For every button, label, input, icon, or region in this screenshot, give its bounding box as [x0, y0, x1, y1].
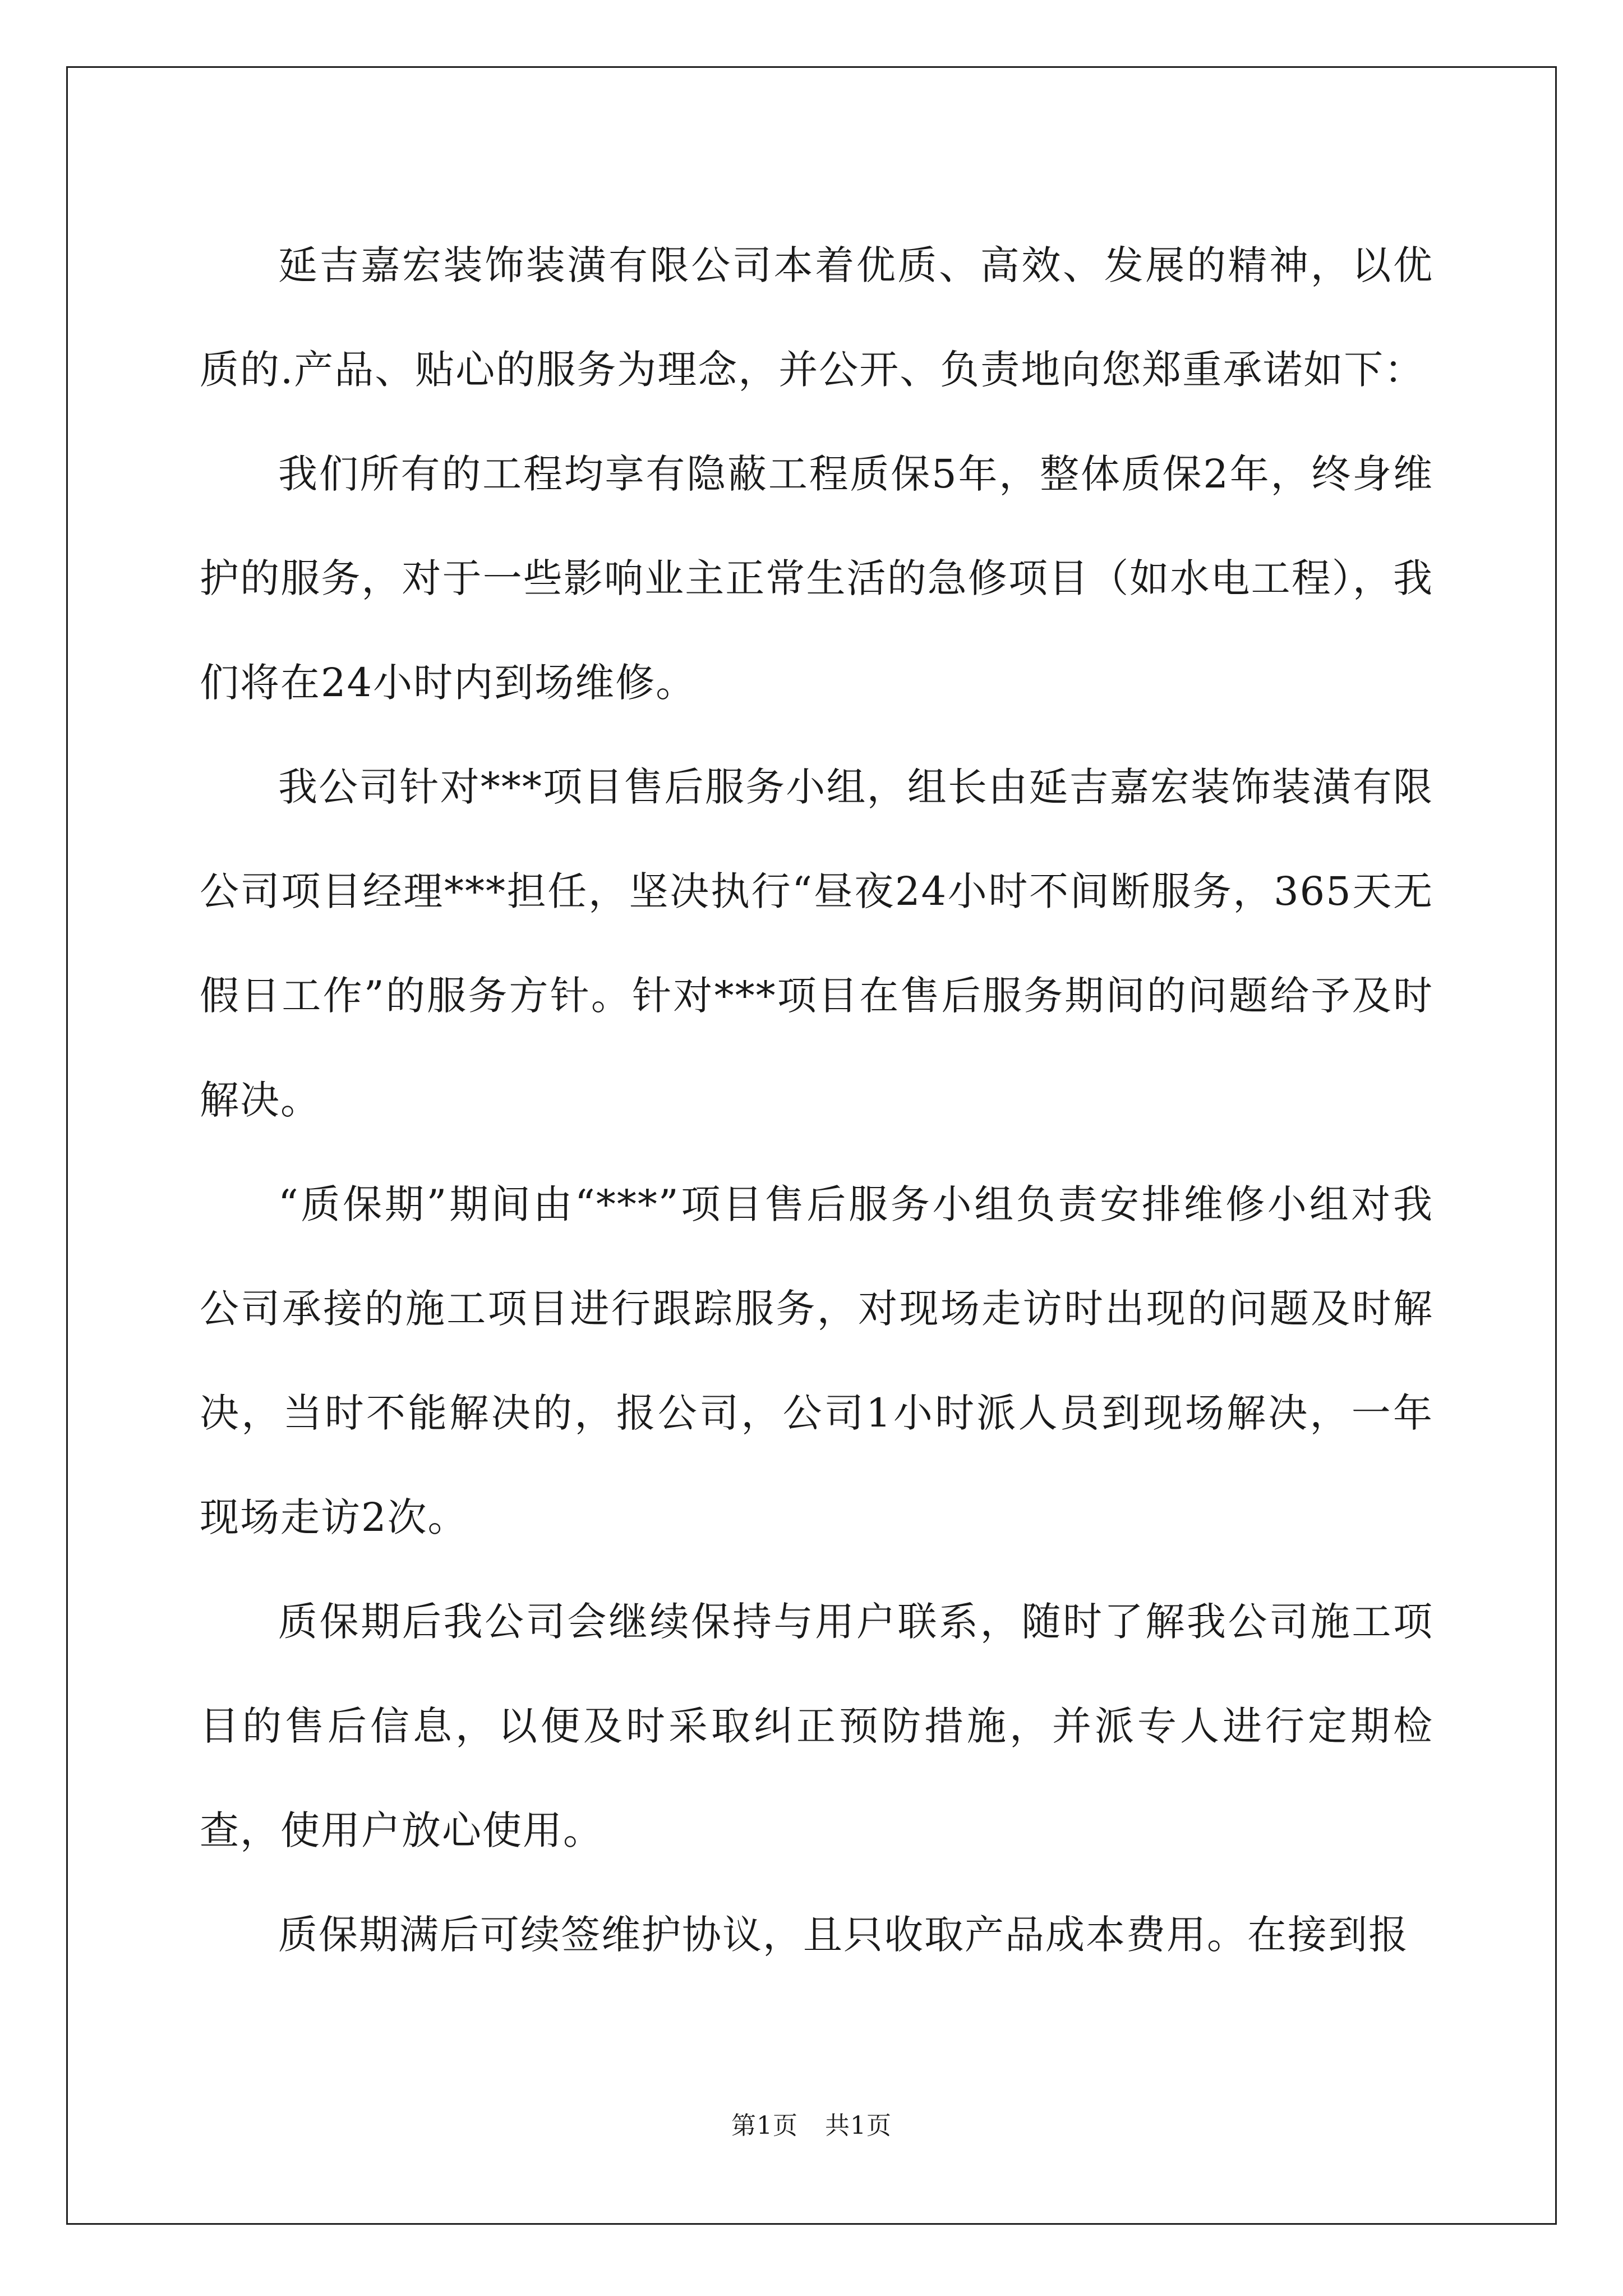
paragraph: “质保期”期间由“***”项目售后服务小组负责安排维修小组对我公司承接的施工项目进行跟踪服务，对现场走访时出现的问题及时解决，当时不能解决的，报公司，公司1小时派人员到现场解决，一年现场走访2次。	[200, 1181, 1433, 1540]
document-body	[200, 213, 1433, 1987]
paragraph: 我公司针对***项目售后服务小组，组长由延吉嘉宏装饰装潢有限公司项目经理***担任，坚决执行“昼夜24小时不间断服务，365天无假日工作”的服务方针。针对***项目在售后服务期间的问题给予及时解决。	[200, 764, 1433, 1123]
paragraph: 质保期后我公司会继续保持与用户联系，随时了解我公司施工项目的售后信息，以便及时采取纠正预防措施，并派专人进行定期检查，使用户放心使用。	[200, 1599, 1433, 1853]
paragraph: 质保期满后可续签维护协议，且只收取产品成本费用。在接到报	[278, 1912, 1409, 1958]
paragraph: 延吉嘉宏装饰装潢有限公司本着优质、高效、发展的精神，以优质的.产品、贴心的服务为理念，并公开、负责地向您郑重承诺如下：	[200, 242, 1433, 393]
page-number: 第1页	[731, 2111, 798, 2140]
page-footer	[0, 2109, 1623, 2143]
page-total: 共1页	[825, 2111, 892, 2140]
paragraph: 我们所有的工程均享有隐蔽工程质保5年，整体质保2年，终身维护的服务，对于一些影响业主正常生活的急修项目（如水电工程），我们将在24小时内到场维修。	[200, 451, 1433, 706]
